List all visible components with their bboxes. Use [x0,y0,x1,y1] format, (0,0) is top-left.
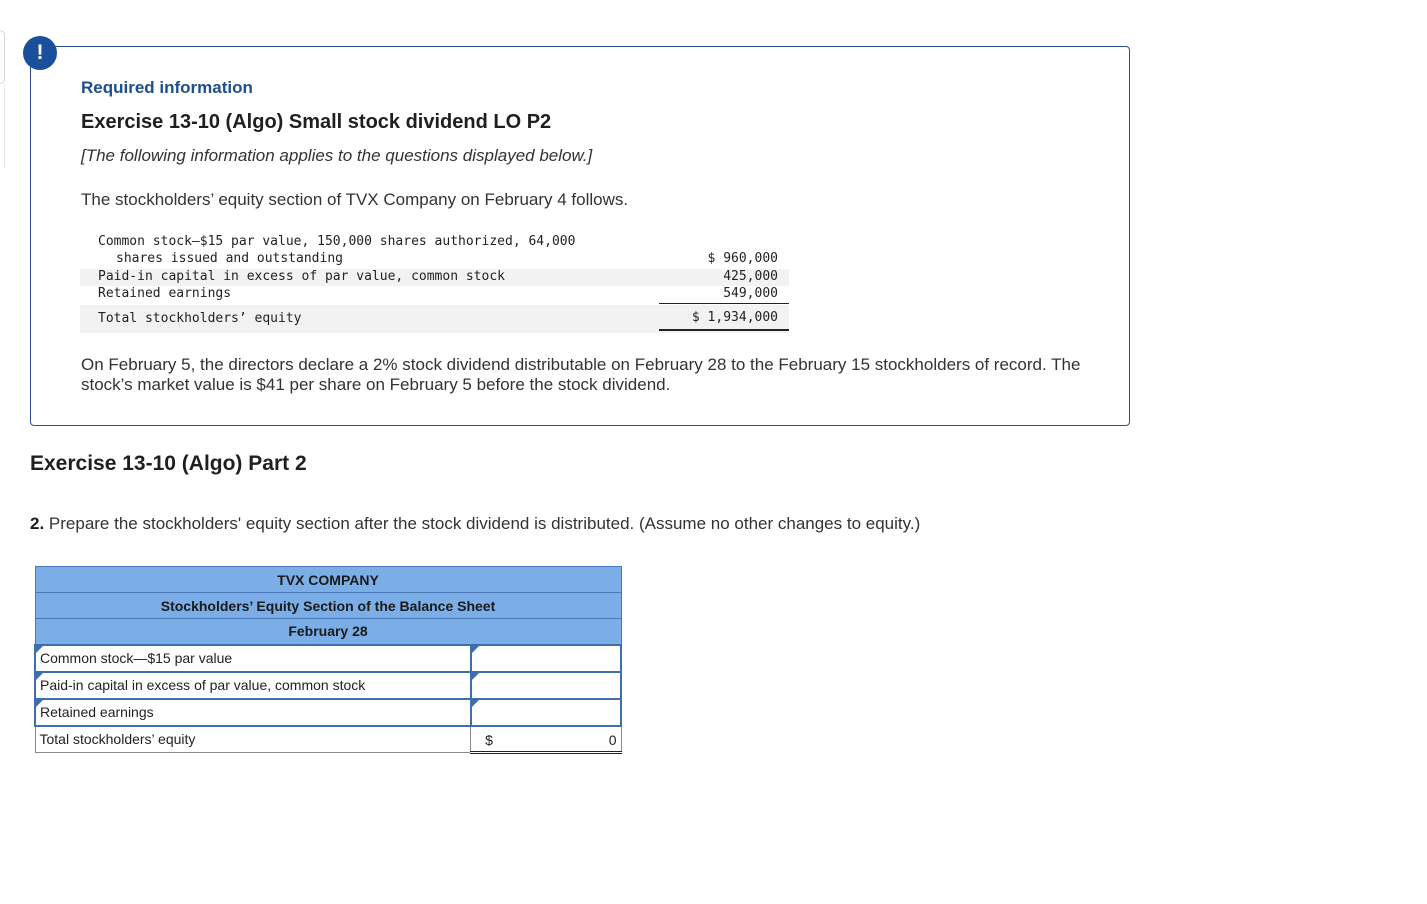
question-text [30,514,920,534]
equity-row-label: Common stock—$15 par value, 150,000 shares authorized, 64,000 [98,234,576,249]
equity-row-label: shares issued and outstanding [116,251,343,266]
input-marker-icon [472,646,479,653]
header-row [35,567,621,593]
answer-worksheet [34,566,622,754]
question-body: Prepare the stockholders' equity section after the stock dividend is distributed. (Assume no other changes to equity.) [44,514,921,533]
side-panel-edge [0,84,5,168]
equity-row-value: $ 960,000 [707,251,778,266]
header-row [35,593,621,619]
dividend-announcement: On February 5, the directors declare a 2% stock dividend distributable on February 28 to the February 15 stockholders of record. The stock’s market value is $41 per share on February 5 before the stock dividend. [81,355,1081,394]
total-value-cell [471,726,621,753]
intro-text: The stockholders’ equity section of TVX Company on February 4 follows. [81,190,629,209]
subtotal-rule [659,303,789,304]
table-row [35,672,621,699]
amount-input-cell[interactable] [471,672,621,699]
dropdown-marker-icon [36,646,43,653]
equity-row-label: Retained earnings [98,286,232,301]
applies-note: [The following information applies to the questions displayed below.] [81,146,593,165]
statement-date: February 28 [35,619,621,645]
table-row [35,699,621,726]
common-stock-amount-input[interactable] [472,646,620,671]
equity-row [80,286,789,304]
side-panel-tab[interactable] [0,30,5,84]
equity-row-value: 549,000 [723,286,778,301]
total-rule [659,329,789,331]
input-marker-icon [472,673,479,680]
account-label: Common stock—$15 par value [40,650,233,666]
account-label-dropdown[interactable] [35,645,471,672]
amount-input-cell[interactable] [471,645,621,672]
account-label: Retained earnings [40,704,154,720]
account-label-dropdown[interactable] [35,699,471,726]
paid-in-capital-amount-input[interactable] [472,673,620,698]
question-number: 2. [30,514,45,533]
equity-row-total [80,305,789,333]
retained-earnings-amount-input[interactable] [472,700,620,725]
total-value: 0 [608,731,617,748]
account-label-dropdown[interactable] [35,672,471,699]
equity-row [80,269,789,286]
header-row [35,619,621,645]
table-row [35,645,621,672]
equity-row [80,234,789,251]
amount-input-cell[interactable] [471,699,621,726]
dropdown-marker-icon [36,700,43,707]
input-marker-icon [472,700,479,707]
total-row [35,726,621,753]
equity-row-label: Paid-in capital in excess of par value, common stock [98,269,505,284]
currency-symbol: $ [485,731,493,748]
part-title: Exercise 13-10 (Algo) Part 2 [30,452,307,475]
required-information-heading: Required information [81,78,253,97]
exclamation-icon: ! [23,36,57,70]
equity-row [80,251,789,269]
equity-row-label: Total stockholders’ equity [98,311,302,326]
account-label: Paid-in capital in excess of par value, common stock [40,677,366,693]
stockholders-equity-table [80,234,789,333]
dropdown-marker-icon [36,673,43,680]
equity-row-value: 425,000 [723,269,778,284]
company-name: TVX COMPANY [35,567,621,593]
total-label: Total stockholders’ equity [35,726,471,753]
statement-title: Stockholders’ Equity Section of the Balance Sheet [35,593,621,619]
equity-row-value: $ 1,934,000 [691,310,778,325]
exercise-title: Exercise 13-10 (Algo) Small stock dividend LO P2 [81,111,552,133]
